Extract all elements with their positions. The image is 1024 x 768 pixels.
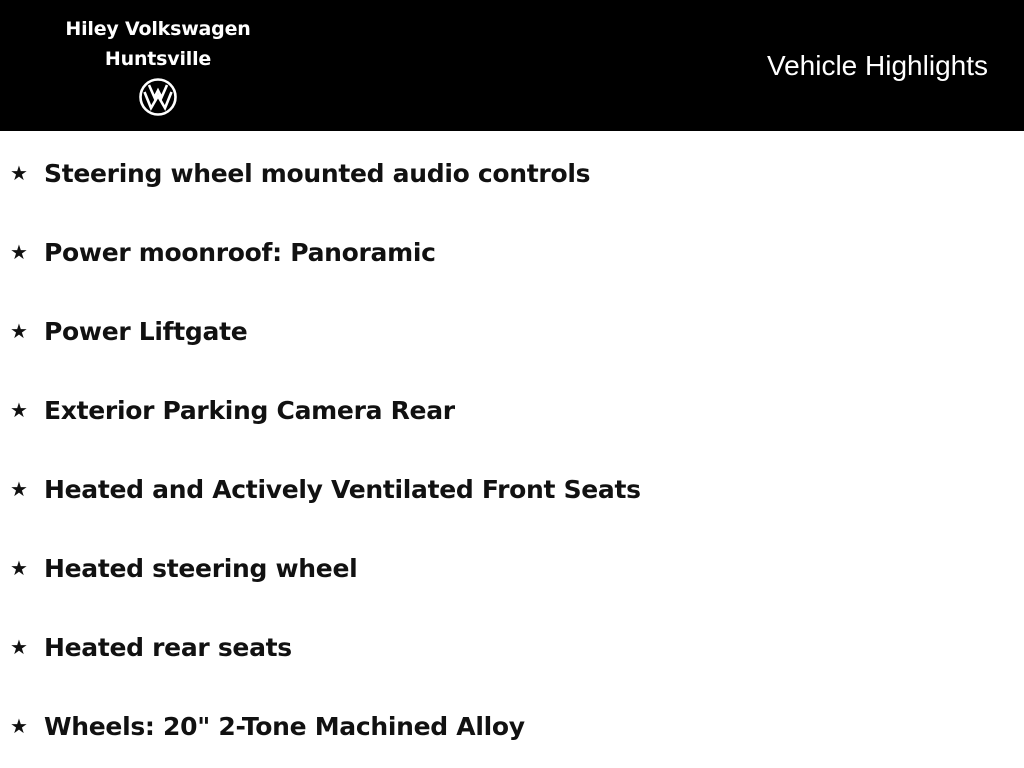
star-icon: ★ xyxy=(10,714,28,738)
highlight-label: Steering wheel mounted audio controls xyxy=(44,158,591,188)
list-item xyxy=(10,232,436,272)
star-icon: ★ xyxy=(10,240,28,264)
dealer-name-line-1: Hiley Volkswagen xyxy=(65,18,251,40)
highlight-label: Power moonroof: Panoramic xyxy=(44,237,436,267)
star-icon: ★ xyxy=(10,161,28,185)
highlight-label: Wheels: 20" 2-Tone Machined Alloy xyxy=(44,711,525,741)
header-bar xyxy=(0,0,1024,131)
highlight-label: Power Liftgate xyxy=(44,316,248,346)
dealer-name xyxy=(58,14,258,74)
highlight-label: Exterior Parking Camera Rear xyxy=(44,395,455,425)
star-icon: ★ xyxy=(10,398,28,422)
list-item xyxy=(10,627,292,667)
star-icon: ★ xyxy=(10,477,28,501)
list-item xyxy=(10,469,641,509)
vw-logo-icon xyxy=(138,77,178,117)
highlight-label: Heated and Actively Ventilated Front Seats xyxy=(44,474,641,504)
star-icon: ★ xyxy=(10,635,28,659)
star-icon: ★ xyxy=(10,556,28,580)
highlight-label: Heated steering wheel xyxy=(44,553,358,583)
list-item xyxy=(10,706,525,746)
list-item xyxy=(10,153,590,193)
star-icon: ★ xyxy=(10,319,28,343)
list-item xyxy=(10,548,357,588)
dealer-name-line-2: Huntsville xyxy=(104,48,212,70)
highlight-label: Heated rear seats xyxy=(44,632,292,662)
page-title: Vehicle Highlights xyxy=(766,50,988,81)
list-item xyxy=(10,311,247,351)
list-item xyxy=(10,390,455,430)
